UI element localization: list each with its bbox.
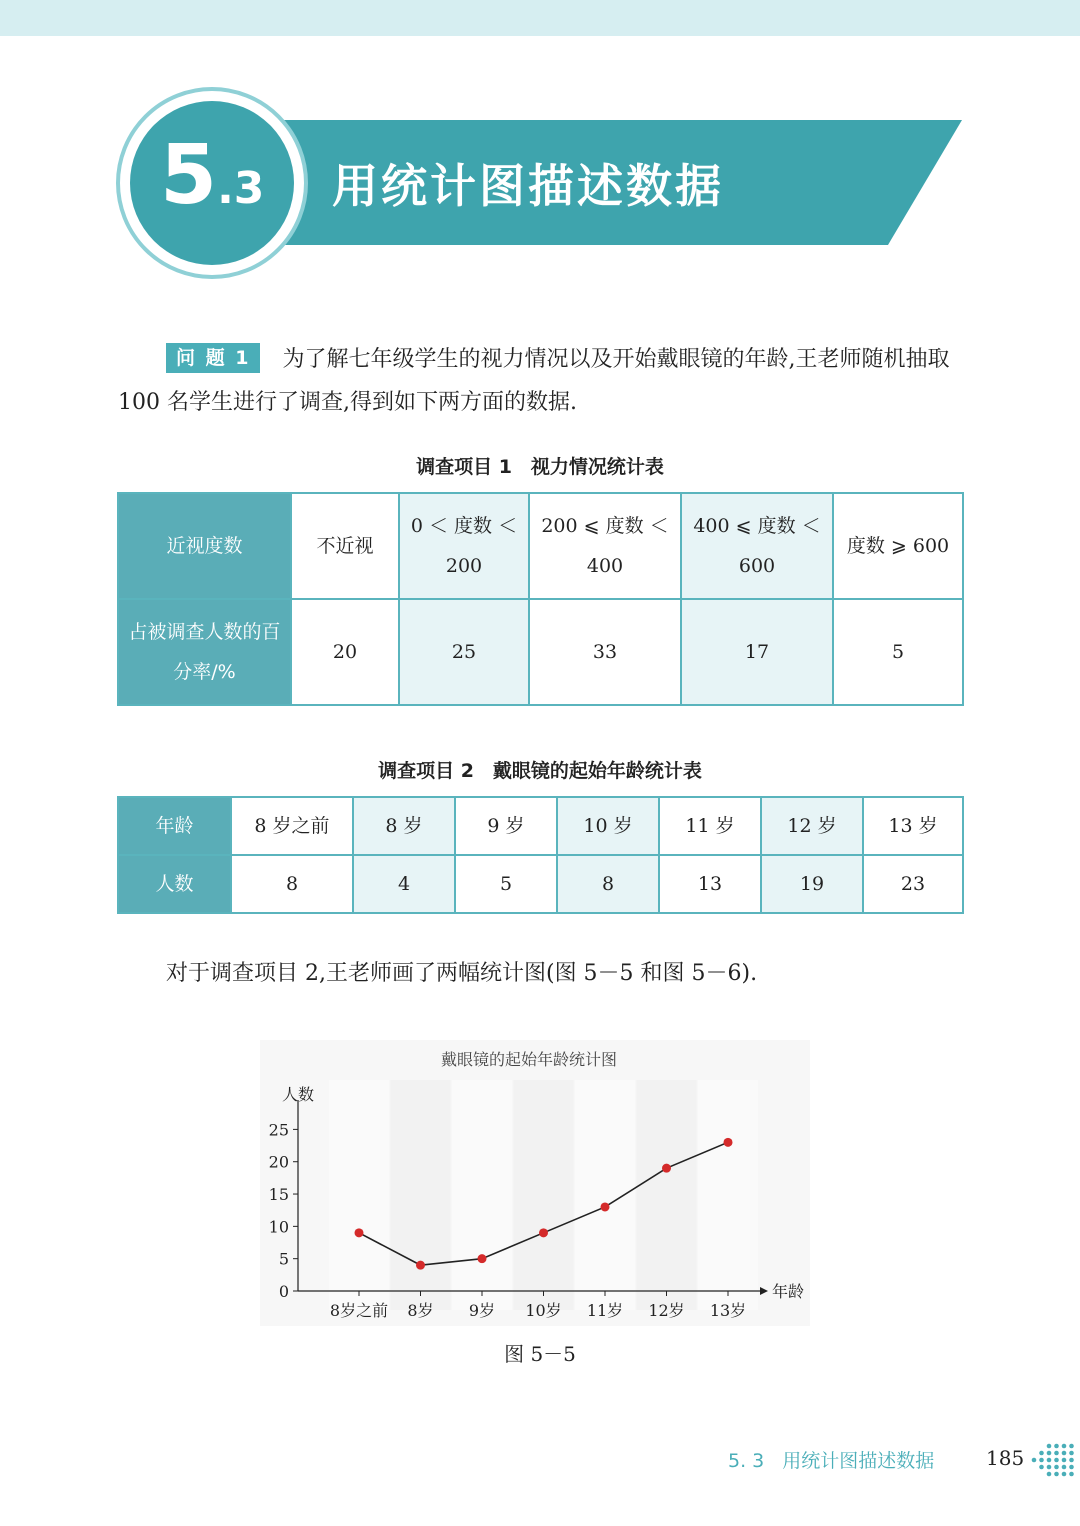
- chart-band: [514, 1080, 574, 1310]
- problem-tag: 问 题 1: [166, 343, 260, 373]
- x-axis-label: 年龄: [772, 1282, 805, 1301]
- footer-section-number: 5. 3: [728, 1450, 765, 1472]
- table-cell: 5: [455, 855, 557, 913]
- data-point: [724, 1138, 733, 1147]
- section-minor: .3: [217, 163, 265, 214]
- table-cell: 25: [399, 599, 529, 705]
- chart-title: 戴眼镜的起始年龄统计图: [440, 1050, 618, 1069]
- table-cell: 400 ⩽ 度数 ＜ 600: [681, 493, 833, 599]
- table-cell: 10 岁: [557, 797, 659, 855]
- row-header: 占被调查人数的百分率/%: [118, 599, 291, 705]
- table-row: [118, 855, 963, 913]
- y-tick-label: 0: [278, 1282, 289, 1301]
- problem-paragraph: [118, 338, 964, 424]
- table-row: [118, 797, 963, 855]
- table-cell: 23: [863, 855, 963, 913]
- x-tick-label: 8岁之前: [329, 1301, 389, 1320]
- decorative-dot: [1069, 1458, 1074, 1463]
- y-axis-label: 人数: [281, 1085, 315, 1104]
- chart-band: [329, 1080, 389, 1310]
- data-point: [478, 1254, 487, 1263]
- row-header: 近视度数: [118, 493, 291, 599]
- section-number: [160, 128, 264, 223]
- table-cell: 12 岁: [761, 797, 863, 855]
- x-tick-label: 9岁: [468, 1301, 496, 1320]
- decorative-dot: [1032, 1458, 1037, 1463]
- decorative-dot: [1069, 1451, 1074, 1456]
- decorative-dot: [1054, 1451, 1059, 1456]
- decorative-dot: [1062, 1451, 1067, 1456]
- age-table: [117, 796, 964, 914]
- table-cell: 0 ＜ 度数 ＜ 200: [399, 493, 529, 599]
- decorative-dot: [1039, 1451, 1044, 1456]
- decorative-dot: [1054, 1465, 1059, 1470]
- page-number: 185: [986, 1446, 1025, 1470]
- paragraph-2: 对于调查项目 2,王老师画了两幅统计图(图 5－5 和图 5－6).: [166, 961, 758, 986]
- chart-band: [391, 1080, 451, 1310]
- decorative-dot: [1062, 1472, 1067, 1477]
- decorative-dot: [1047, 1458, 1052, 1463]
- footer-section-title: 用统计图描述数据: [782, 1450, 935, 1472]
- table2-caption: 调查项目 2 戴眼镜的起始年龄统计表: [378, 760, 702, 782]
- y-tick-label: 10: [268, 1217, 289, 1237]
- chart-bands: [329, 1080, 758, 1310]
- data-point: [601, 1202, 610, 1211]
- y-tick-label: 15: [268, 1185, 289, 1205]
- table-cell: 200 ⩽ 度数 ＜ 400: [529, 493, 681, 599]
- data-point: [539, 1228, 548, 1237]
- decorative-dot: [1039, 1458, 1044, 1463]
- decorative-dot: [1062, 1458, 1067, 1463]
- y-tick-label: 20: [268, 1152, 289, 1172]
- row-header: 人数: [118, 855, 231, 913]
- decorative-dot: [1054, 1458, 1059, 1463]
- section-major: 5: [160, 128, 218, 223]
- table-row: [118, 493, 963, 599]
- table-cell: 8: [231, 855, 353, 913]
- chart-band: [637, 1080, 697, 1310]
- x-tick-label: 13岁: [709, 1301, 747, 1320]
- line-chart: [240, 1040, 830, 1330]
- decorative-dot: [1069, 1472, 1074, 1477]
- table-cell: 8: [557, 855, 659, 913]
- chart-band: [698, 1080, 758, 1310]
- table-cell: 4: [353, 855, 455, 913]
- decorative-dot: [1039, 1465, 1044, 1470]
- table-cell: 9 岁: [455, 797, 557, 855]
- decorative-dot: [1047, 1444, 1052, 1449]
- y-tick-label: 5: [278, 1249, 289, 1269]
- table1-caption: 调查项目 1 视力情况统计表: [416, 456, 664, 478]
- y-tick-label: 25: [268, 1120, 289, 1140]
- table-cell: 不近视: [291, 493, 399, 599]
- table-cell: 8 岁之前: [231, 797, 353, 855]
- chart-band: [452, 1080, 512, 1310]
- table-cell: 33: [529, 599, 681, 705]
- decorative-dot: [1062, 1465, 1067, 1470]
- table-cell: 13 岁: [863, 797, 963, 855]
- table-cell: 13: [659, 855, 761, 913]
- data-point: [662, 1164, 671, 1173]
- chart-band: [575, 1080, 635, 1310]
- decorative-dot: [1069, 1465, 1074, 1470]
- x-tick-label: 10岁: [525, 1301, 562, 1320]
- decorative-dot: [1054, 1472, 1059, 1477]
- data-point: [355, 1228, 364, 1237]
- problem-text: 为了解七年级学生的视力情况以及开始戴眼镜的年龄,王老师随机抽取 100 名学生进行了调查,得到如下两方面的数据.: [118, 347, 950, 415]
- table-cell: 19: [761, 855, 863, 913]
- table-cell: 11 岁: [659, 797, 761, 855]
- x-tick-label: 12岁: [648, 1301, 685, 1320]
- decorative-dot: [1047, 1451, 1052, 1456]
- decorative-dot: [1047, 1472, 1052, 1477]
- table-cell: 5: [833, 599, 963, 705]
- data-point: [416, 1261, 425, 1270]
- row-header: 年龄: [118, 797, 231, 855]
- x-tick-label: 11岁: [586, 1301, 624, 1320]
- vision-table: [117, 492, 964, 706]
- decorative-dot: [1054, 1444, 1059, 1449]
- x-tick-label: 8岁: [407, 1301, 434, 1320]
- table-cell: 20: [291, 599, 399, 705]
- decorative-dot: [1069, 1444, 1074, 1449]
- table-cell: 8 岁: [353, 797, 455, 855]
- decorative-dot: [1047, 1465, 1052, 1470]
- figure-caption: 图 5－5: [504, 1342, 576, 1366]
- table-row: [118, 599, 963, 705]
- table-cell: 17: [681, 599, 833, 705]
- decorative-dot: [1062, 1444, 1067, 1449]
- table-cell: 度数 ⩾ 600: [833, 493, 963, 599]
- footer-section: [728, 1446, 934, 1473]
- section-title: 用统计图描述数据: [332, 159, 724, 213]
- decorative-dots-icon: [1028, 1440, 1078, 1480]
